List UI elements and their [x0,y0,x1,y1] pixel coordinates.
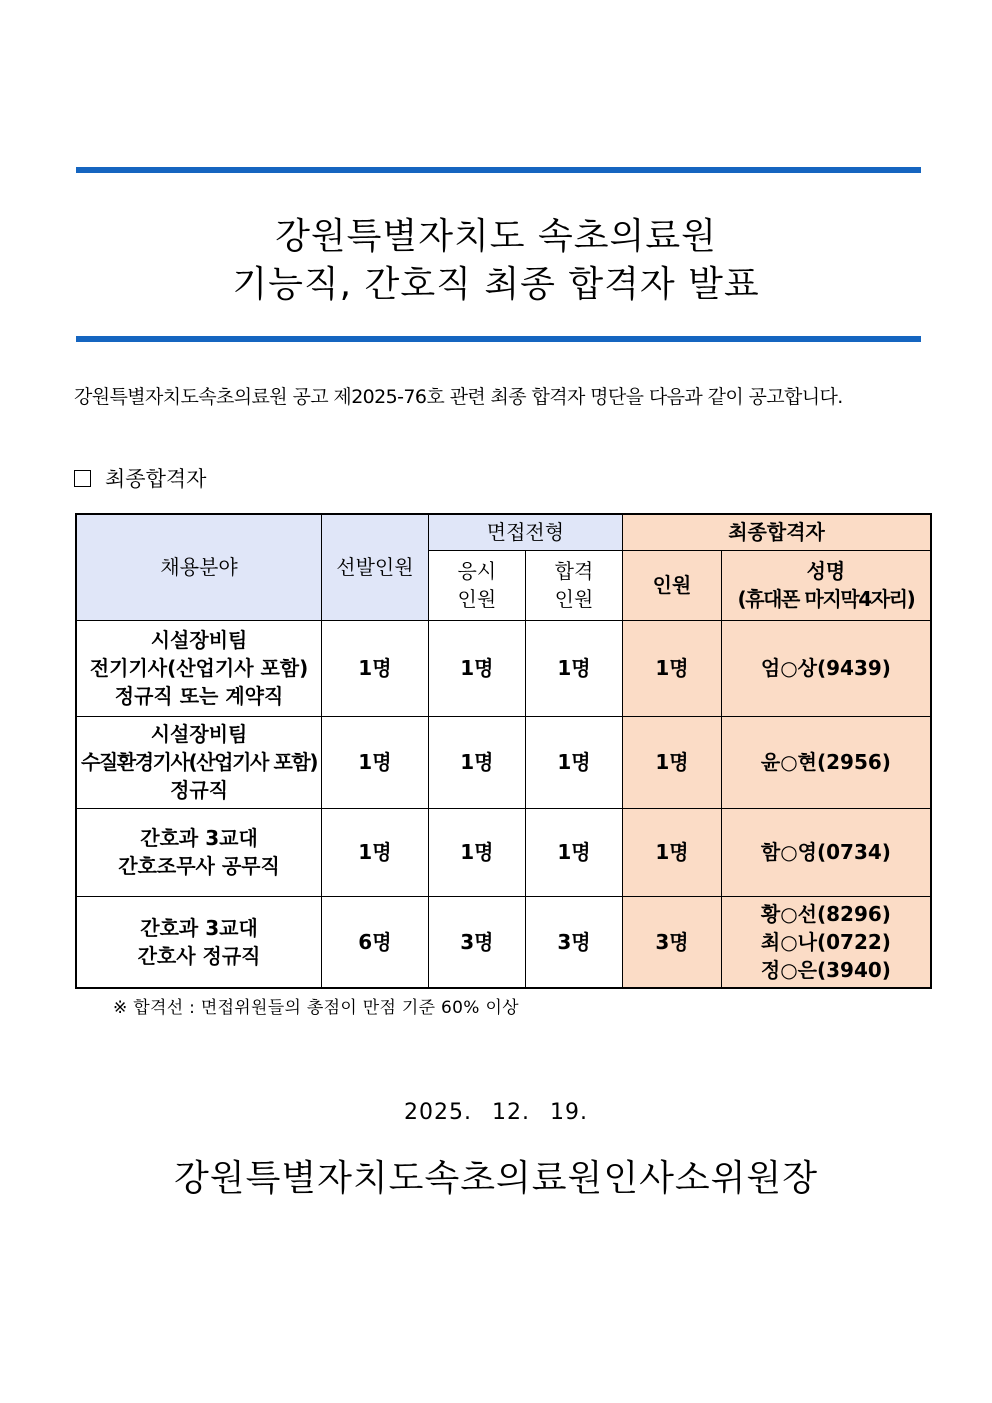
header-quota: 선발인원 [322,514,429,620]
section-title: 최종합격자 [105,467,207,491]
checkbox-icon [74,470,91,487]
row-quota: 1명 [322,808,429,896]
section-heading [74,463,206,493]
header-name: 성명 (휴대폰 마지막4자리) [721,550,931,620]
row-quota: 6명 [322,896,429,988]
row-final-count: 1명 [623,716,722,808]
row-applicants: 3명 [428,896,525,988]
row-names: 황○선(8296) 최○나(0722) 정○은(3940) [721,896,931,988]
row-names: 함○영(0734) [721,808,931,896]
table-row [76,808,931,896]
header-passed: 합격 인원 [525,550,622,620]
row-passed: 1명 [525,620,622,716]
table-row [76,716,931,808]
row-passed: 3명 [525,896,622,988]
row-final-count: 1명 [623,620,722,716]
row-field: 간호과 3교대 간호사 정규직 [76,896,322,988]
row-field: 시설장비팀 수질환경기사(산업기사 포함) 정규직 [76,716,322,808]
header-final-count: 인원 [623,550,722,620]
announcement-date: 2025. 12. 19. [404,1100,588,1125]
header-final: 최종합격자 [623,514,931,550]
signer: 강원특별자치도속초의료원인사소위원장 [174,1158,818,1199]
intro-text: 강원특별자치도속초의료원 공고 제2025-76호 관련 최종 합격자 명단을 다음과 같이 공고합니다. [74,386,843,408]
top-rule [76,167,921,173]
page-title-line1: 강원특별자치도 속초의료원 [275,216,717,257]
row-passed: 1명 [525,716,622,808]
page-title-line2: 기능직, 간호직 최종 합격자 발표 [232,264,760,305]
header-field: 채용분야 [76,514,322,620]
row-applicants: 1명 [428,808,525,896]
row-final-count: 1명 [623,808,722,896]
row-quota: 1명 [322,620,429,716]
row-field: 간호과 3교대 간호조무사 공무직 [76,808,322,896]
row-quota: 1명 [322,716,429,808]
results-table [75,513,932,989]
row-names: 윤○현(2956) [721,716,931,808]
row-final-count: 3명 [623,896,722,988]
header-interview: 면접전형 [428,514,622,550]
bottom-rule [76,336,921,342]
row-applicants: 1명 [428,620,525,716]
row-field: 시설장비팀 전기기사(산업기사 포함) 정규직 또는 계약직 [76,620,322,716]
row-names: 엄○상(9439) [721,620,931,716]
row-applicants: 1명 [428,716,525,808]
pass-criteria-note: ※ 합격선 : 면접위원들의 총점이 만점 기준 60% 이상 [113,998,519,1018]
table-row [76,896,931,988]
row-passed: 1명 [525,808,622,896]
header-applicants: 응시 인원 [428,550,525,620]
table-row [76,620,931,716]
